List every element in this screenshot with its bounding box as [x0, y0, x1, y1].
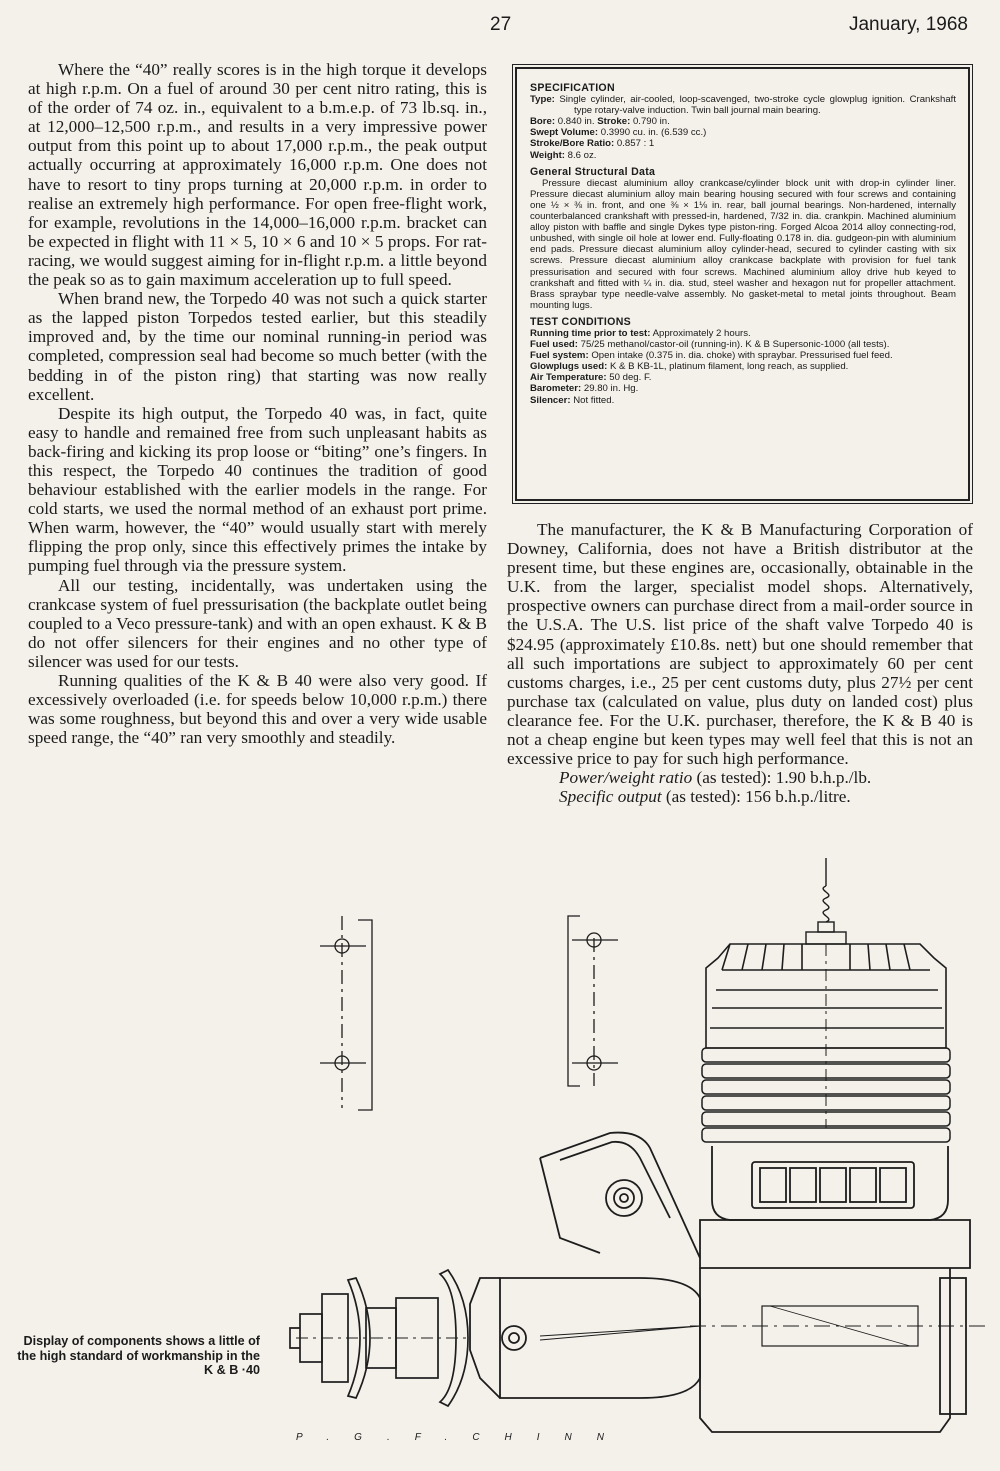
article-paragraph: The manufacturer, the K & B Manufacturing Corporation of Downey, California, does not have a British distributor at the present time, but these engines are, occasionally, obtainable in the U.K. from the larger, specialist model shops. Alternatively, prospective owners can purchase direct from a mail-order source in the U.S.A. The U.S. list price of the shaft valve Torpedo 40 is $24.95 (approximately £10.8s. nett) but one should remember that all such importations are subject to approximately 60 per cent customs charges, i.e., 25 per cent customs duty, plus 27½ per cent purchase tax (calculated on value, plus duty on landed cost) plus clearance fee. For the U.K. purchaser, therefore, the K & B 40 is not a cheap engine but keen types may well feel that this is not an excessive price to pay for such high performance. — [507, 520, 973, 769]
spec-weight: Weight: 8.6 oz. — [530, 149, 597, 161]
figure-caption: Display of components shows a little of the high standard of workmanship in the K & B ·40 — [17, 1334, 260, 1377]
right-column — [507, 520, 973, 806]
article-paragraph: Running qualities of the K & B 40 were also very good. If excessively overloaded (i.e. for speeds below 10,000 r.p.m.) there was some roughness, but beyond this and over a very wide usable speed range, the “40” ran very smoothly and steadily. — [28, 671, 487, 748]
article-paragraph: All our testing, incidentally, was undertaken using the crankcase system of fuel pressurisation (the backplate outlet being coupled to a Veco pressure-tank) and with an open exhaust. K & B do not offer silencers for their engines and no other type of silencer was used for our tests. — [28, 575, 487, 671]
engine-drawing — [0, 858, 1000, 1471]
article-paragraph: Where the “40” really scores is in the high torque it develops at high r.p.m. On a fuel of around 30 per cent nitro rating, this is of the order of 74 oz. in., equivalent to a b.m.e.p. of 73 lb.sq. in., at 12,000–12,500 r.p.m., and results in a very impressive power output from this point up to about 17,000 r.p.m., the peak output actually occurring at approximately 16,000 r.p.m. One does not have to resort to tiny props turning at 20,000 r.p.m. in order to realise an extremely high performance. For open free-flight work, for example, revolutions in the 14,000–16,000 r.p.m. bracket can be expected in flight with 11 × 5, 10 × 6 and 10 × 5 props. For rat-racing, we would suggest aiming for in-flight r.p.m. a little beyond the peak so as to gain maximum acceleration up to full speed. — [28, 60, 487, 290]
mounting-screw-diagram — [320, 916, 372, 1110]
glowplug — [806, 858, 846, 944]
page-number: 27 — [490, 14, 512, 35]
article-paragraph: When brand new, the Torpedo 40 was not such a quick starter as the lapped piston Torpedos tested earlier, but this steadily improved and, by the time our nominal running-in period was completed, compression seal had become so much better (with the bedding in of the piston ring) that starting was now really excellent. — [28, 289, 487, 404]
article-paragraph: Despite its high output, the Torpedo 40 was, in fact, quite easy to handle and remained free from such unpleasant habits as back-firing and kicking its prop loose or “biting” one’s fingers. In this respect, the Torpedo 40 continues the tradition of good behaviour established with the earlier models in the range. For cold starts, we used the normal method of an exhaust port prime. When warm, however, the “40” would usually start with merely flipping the prop only, since this effectively primes the intake by pumping fuel through via the pressure system. — [28, 403, 487, 576]
left-column — [28, 60, 487, 747]
issue-date: January, 1968 — [848, 14, 968, 35]
prop-drive-assembly — [290, 1270, 470, 1406]
artist-signature: P.G.F.CHINN — [296, 1432, 629, 1443]
mounting-screw-diagram — [568, 916, 618, 1086]
spec-type: Type: Single cylinder, air-cooled, loop-scavenged, two-stroke cycle glowplug ignition. Crankshaft type rotary-valve induction. Twin ball journal main bearing. — [530, 94, 956, 117]
test-running-time: Running time prior to test: Approximately 2 hours. — [530, 327, 751, 339]
specific-output: Specific output (as tested): 156 b.h.p./litre. — [559, 787, 851, 807]
crankcase-body — [540, 1133, 990, 1432]
test-title: TEST CONDITIONS — [530, 315, 632, 328]
test-barometer: Barometer: 29.80 in. Hg. — [530, 383, 639, 395]
test-silencer: Silencer: Not fitted. — [530, 394, 615, 406]
spec-ratio: Stroke/Bore Ratio: 0.857 : 1 — [530, 138, 655, 150]
cylinder-head — [706, 944, 946, 1128]
test-fuel-system: Fuel system: Open intake (0.375 in. dia. choke) with spraybar. Pressurised fuel feed. — [530, 350, 893, 362]
specification-box — [512, 64, 973, 504]
main-bearing-housing — [470, 1278, 700, 1398]
structural-text: Pressure diecast aluminium alloy crankcase/cylinder block unit with drop-in cylinder liner. Pressure diecast aluminium alloy main bearing housing secured with four screws and containing one ½ × ⅜ in. front, and one ⅜ × 1⅛ in. rear, ball journal bearings. Non-hardened, internally counterbalanced crankshaft with pressed-in, hardened, 7/32 in. dia. crankpin. Machined aluminium alloy piston with baffle and single Dykes type piston-ring. Forged Alcoa 2014 alloy connecting-rod, unbushed, with single oil hole at lower end. Fully-floating 0.178 in. dia. gudgeon-pin with aluminium end pads. Pressure diecast aluminium alloy cylinder-head, secured to cylinder casting with six screws. Pressure diecast aluminium alloy crankcase backplate with provision for fuel tank pressurisation and secured with four screws. Machined aluminium alloy drive hub keyed to crankshaft and fitted with ¼ in. dia. stud, steel washer and hexagon nut for propeller attachment. Brass spraybar type needle-valve assembly. No gasket-metal to metal joints throughout. Beam mounting lugs. — [530, 177, 956, 311]
spec-bore-stroke: Bore: 0.840 in. Stroke: 0.790 in. — [530, 116, 670, 128]
test-fuel: Fuel used: 75/25 methanol/castor-oil (running-in). K & B Supersonic-1000 (all tests). — [530, 339, 890, 351]
test-air-temp: Air Temperature: 50 deg. F. — [530, 372, 652, 384]
structural-title: General Structural Data — [530, 165, 656, 178]
spec-swept-volume: Swept Volume: 0.3990 cu. in. (6.539 cc.) — [530, 127, 707, 139]
spec-title: SPECIFICATION — [530, 82, 615, 94]
power-weight-ratio: Power/weight ratio (as tested): 1.90 b.h.p./lb. — [559, 768, 872, 788]
test-glowplugs: Glowplugs used: K & B KB-1L, platinum filament, long reach, as supplied. — [530, 361, 849, 373]
